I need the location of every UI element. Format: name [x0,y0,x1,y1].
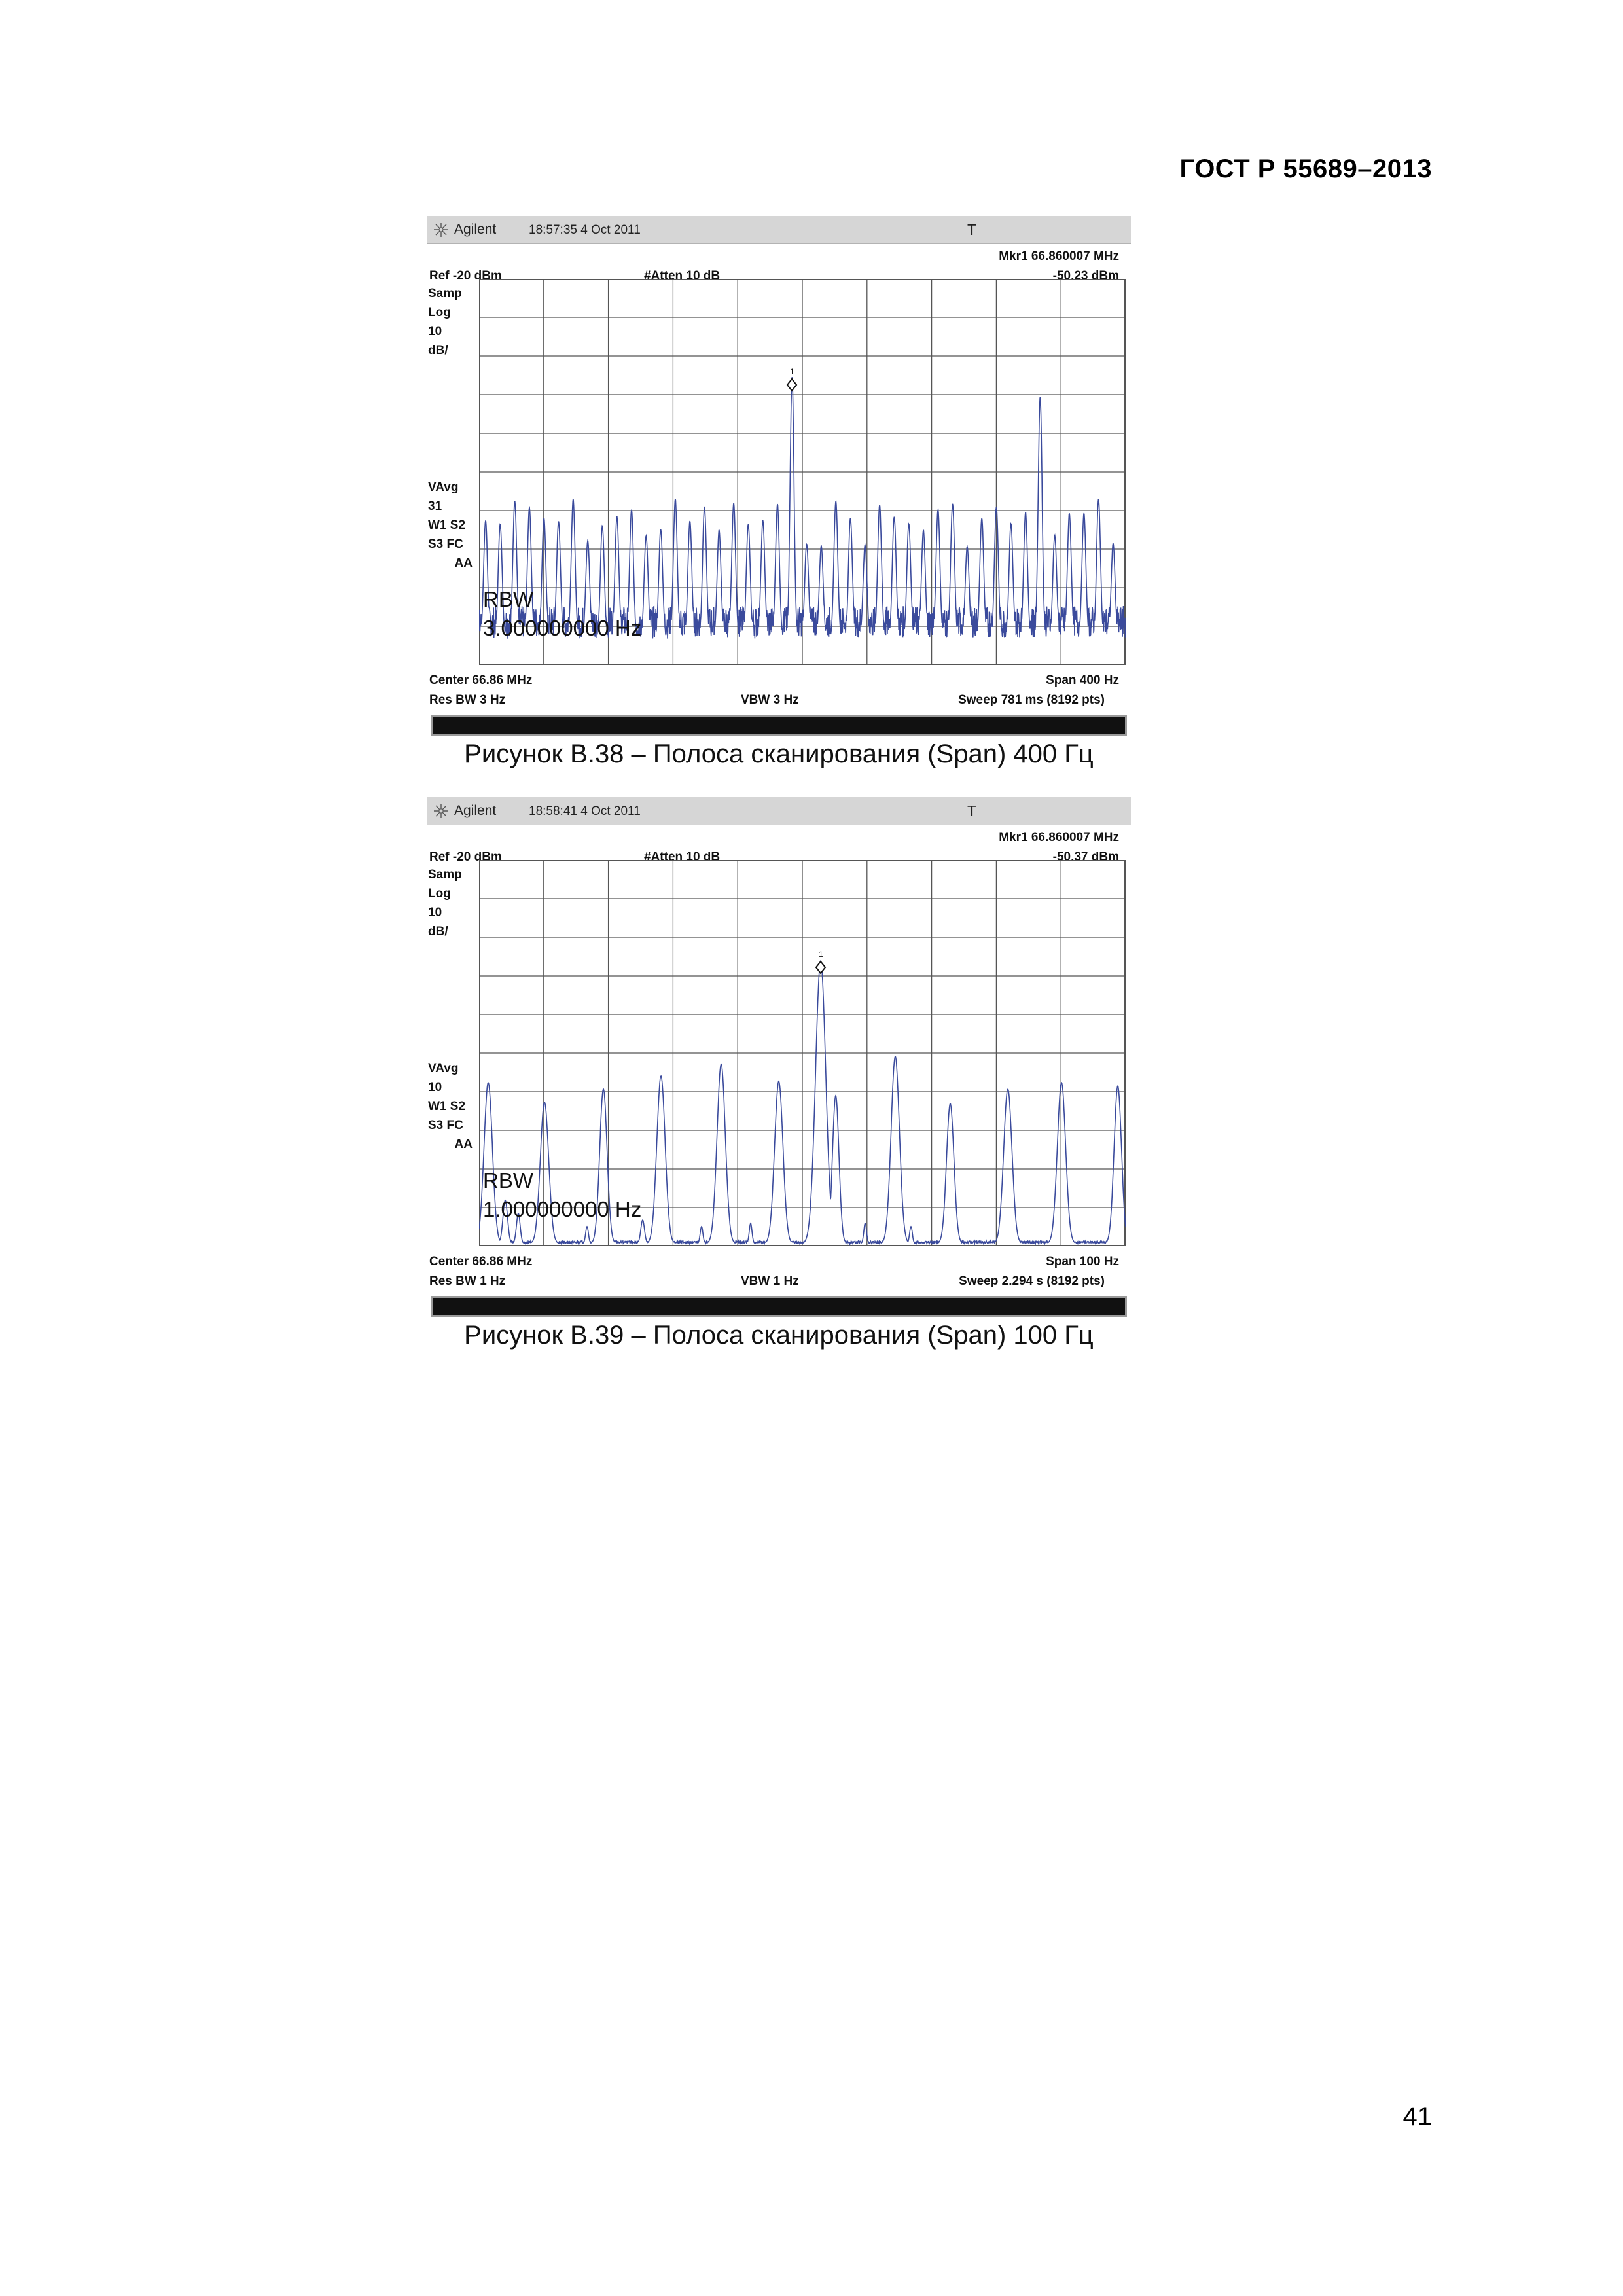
rbw-annotation: RBW 3.000000000 Hz [483,587,642,640]
document-standard-header: ГОСТ Р 55689–2013 [1179,154,1432,183]
center-frequency: Center 66.86 MHz [429,673,533,687]
status-bar [431,715,1127,736]
analyzer-titlebar [427,216,1131,244]
attenuation: #Atten 10 dB [644,850,721,864]
brand-name: Agilent [454,222,497,237]
figure-caption-b38: Рисунок В.38 – Полоса сканирования (Span) 400 Гц [464,740,1094,768]
sweep-time: Sweep 781 ms (8192 pts) [958,693,1105,707]
figure-caption-b39: Рисунок В.39 – Полоса сканирования (Span) 100 Гц [464,1321,1094,1350]
status-bar [431,1296,1127,1317]
scale-settings: Samp Log 10 dB/ [428,287,462,357]
marker-frequency: Mkr1 66.860007 MHz [999,831,1119,844]
span-value: Span 100 Hz [1046,1255,1119,1268]
marker-diamond-icon [787,379,796,391]
video-bandwidth: VBW 1 Hz [741,1274,799,1288]
timestamp: 18:57:35 4 Oct 2011 [529,223,641,237]
marker-amplitude: -50.23 dBm [1052,269,1119,283]
marker-diamond-icon [816,961,825,973]
marker-frequency: Mkr1 66.860007 MHz [999,249,1119,263]
video-bandwidth: VBW 3 Hz [741,693,799,707]
page-number: 41 [1402,2102,1432,2131]
trigger-indicator: T [967,221,977,238]
trigger-indicator: T [967,802,977,819]
rbw-annotation: RBW 1.000000000 Hz [483,1168,642,1221]
attenuation: #Atten 10 dB [644,269,721,283]
marker-number: 1 [790,367,794,376]
timestamp: 18:58:41 4 Oct 2011 [529,804,641,818]
agilent-spark-icon [433,222,449,238]
averaging-settings: VAvg 31 W1 S2 S3 FC AA [428,480,473,570]
spectrum-screenshot-span-100 [427,797,1131,1321]
span-value: Span 400 Hz [1046,673,1119,687]
marker-amplitude: -50.37 dBm [1052,850,1119,864]
averaging-settings: VAvg 10 W1 S2 S3 FC AA [428,1062,473,1151]
brand-name: Agilent [454,803,497,818]
analyzer-titlebar [427,797,1131,825]
agilent-spark-icon [433,803,449,819]
resolution-bandwidth: Res BW 1 Hz [429,1274,506,1288]
reference-level: Ref -20 dBm [429,850,502,864]
spectrum-screenshot-span-400 [427,216,1131,740]
reference-level: Ref -20 dBm [429,269,502,283]
center-frequency: Center 66.86 MHz [429,1255,533,1268]
sweep-time: Sweep 2.294 s (8192 pts) [959,1274,1105,1288]
marker-number: 1 [819,950,823,959]
resolution-bandwidth: Res BW 3 Hz [429,693,506,707]
scale-settings: Samp Log 10 dB/ [428,868,462,939]
